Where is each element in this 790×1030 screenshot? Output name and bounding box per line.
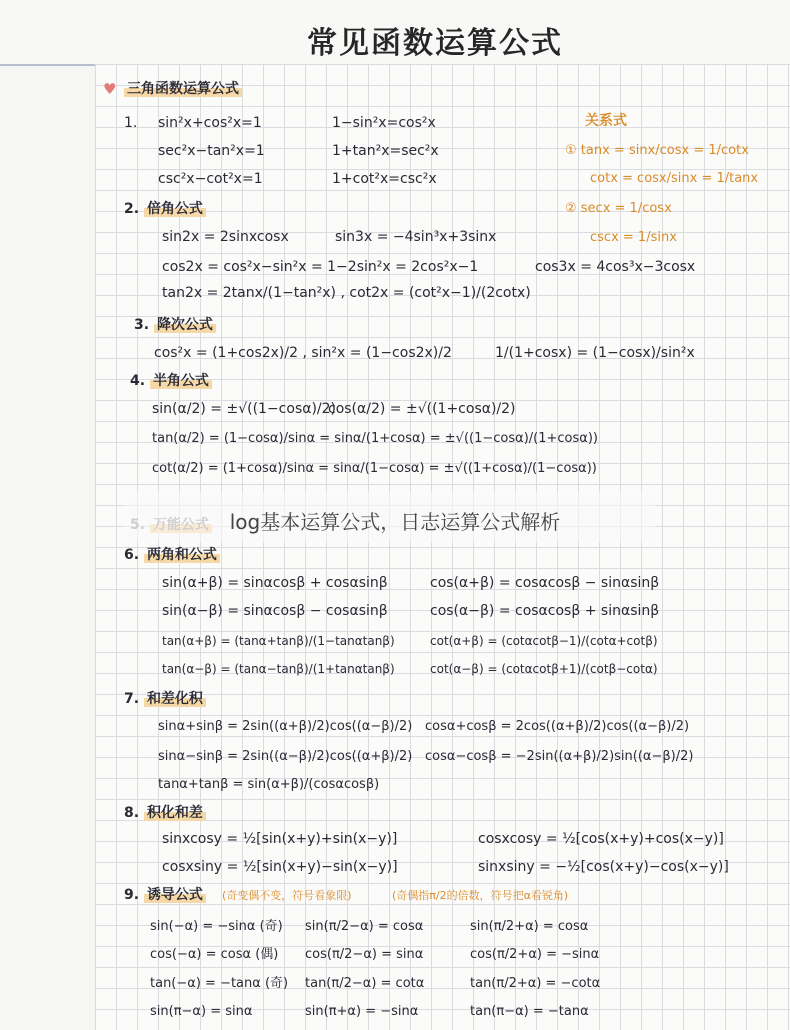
formula: sin(π/2+α) = cosα <box>470 919 589 934</box>
formula: cosα−cosβ = −2sin((α+β)/2)sin((α−β)/2) <box>425 749 694 764</box>
formula: sin(π/2−α) = cosα <box>305 919 424 934</box>
section-heading: 9. 诱导公式 <box>124 886 206 904</box>
formula: cos2x = cos²x−sin²x = 1−2sin²x = 2cos²x−1 <box>162 259 479 275</box>
formula: 1+tan²x=sec²x <box>332 143 439 159</box>
formula: tan(π/2+α) = −cotα <box>470 976 601 991</box>
page-title: 常见函数运算公式 <box>307 26 563 61</box>
formula: cot(α/2) = (1+cosα)/sinα = sinα/(1−cosα) = ±√((1+cosα)/(1−cosα)) <box>152 461 597 476</box>
side-note: ② secx = 1/cosx <box>565 201 672 216</box>
formula: cot(α−β) = (cotαcotβ+1)/(cotβ−cotα) <box>430 662 658 676</box>
formula: sin(α+β) = sinαcosβ + cosαsinβ <box>162 575 388 591</box>
section-heading: 3. 降次公式 <box>134 316 216 334</box>
formula: tan(π−α) = −tanα <box>470 1004 589 1019</box>
formula: sin(π−α) = sinα <box>150 1004 253 1019</box>
side-note: ① tanx = sinx/cosx = 1/cotx <box>565 143 749 158</box>
overlay-caption: log基本运算公式，日志运算公式解析 <box>229 510 561 534</box>
formula: sec²x−tan²x=1 <box>158 143 265 159</box>
formula: 1/(1+cosx) = (1−cosx)/sin²x <box>495 345 695 361</box>
formula: sinα−sinβ = 2sin((α−β)/2)cos((α+β)/2) <box>158 749 413 764</box>
formula: cos²x = (1+cos2x)/2 , sin²x = (1−cos2x)/2 <box>154 345 452 361</box>
formula: cos(−α) = cosα (偶) <box>150 947 279 962</box>
formula: cos3x = 4cos³x−3cosx <box>535 259 696 275</box>
formula: cos(α/2) = ±√((1+cosα)/2) <box>328 401 516 417</box>
formula: cos(α−β) = cosαcosβ + sinαsinβ <box>430 603 660 619</box>
side-note: cotx = cosx/sinx = 1/tanx <box>590 171 759 186</box>
section-number: 1. <box>124 115 138 131</box>
formula: tan(α−β) = (tanα−tanβ)/(1+tanαtanβ) <box>162 662 395 676</box>
formula: tan(−α) = −tanα (奇) <box>150 976 289 991</box>
formula: tan2x = 2tanx/(1−tan²x) , cot2x = (cot²x−1)/(2cotx) <box>162 285 531 301</box>
formula: cosxsiny = ½[sin(x+y)−sin(x−y)] <box>162 859 398 875</box>
formula: sin(−α) = −sinα (奇) <box>150 919 283 934</box>
side-note-title: 关系式 <box>585 113 627 129</box>
formula: 1−sin²x=cos²x <box>332 115 436 131</box>
formula: cos(π/2−α) = sinα <box>305 947 424 962</box>
formula: tan(α/2) = (1−cosα)/sinα = sinα/(1+cosα) = ±√((1−cosα)/(1+cosα)) <box>152 431 598 446</box>
formula: sin(α−β) = sinαcosβ − cosαsinβ <box>162 603 388 619</box>
formula: tan(π/2−α) = cotα <box>305 976 425 991</box>
section-heading: 三角函数运算公式 <box>124 80 242 98</box>
formula: cosxcosy = ½[cos(x+y)+cos(x−y)] <box>478 831 724 847</box>
formula: sinxcosy = ½[sin(x+y)+sin(x−y)] <box>162 831 398 847</box>
formula: sin2x = 2sinxcosx <box>162 229 289 245</box>
formula: tan(α+β) = (tanα+tanβ)/(1−tanαtanβ) <box>162 634 395 648</box>
formula: sin²x+cos²x=1 <box>158 115 262 131</box>
formula: sinα+sinβ = 2sin((α+β)/2)cos((α−β)/2) <box>158 719 413 734</box>
formula: cot(α+β) = (cotαcotβ−1)/(cotα+cotβ) <box>430 634 658 648</box>
formula: 1+cot²x=csc²x <box>332 171 437 187</box>
note: (奇偶指π/2的倍数，符号把α看锐角) <box>392 889 569 902</box>
section-heading: 6. 两角和公式 <box>124 546 220 564</box>
section-heading: 2. 倍角公式 <box>124 200 206 218</box>
section-heading: 4. 半角公式 <box>130 372 212 390</box>
formula: cos(π/2+α) = −sinα <box>470 947 600 962</box>
formula: cos(α+β) = cosαcosβ − sinαsinβ <box>430 575 660 591</box>
section-heading: 7. 和差化积 <box>124 690 206 708</box>
formula: tanα+tanβ = sin(α+β)/(cosαcosβ) <box>158 777 380 792</box>
formula: sin(α/2) = ±√((1−cosα)/2) <box>152 401 337 417</box>
formula: sinxsiny = −½[cos(x+y)−cos(x−y)] <box>478 859 729 875</box>
formula: sin(π+α) = −sinα <box>305 1004 419 1019</box>
side-note: cscx = 1/sinx <box>590 230 677 245</box>
section-heading: 8. 积化和差 <box>124 804 206 822</box>
note: (奇变偶不变，符号看象限) <box>222 889 352 902</box>
formula: cosα+cosβ = 2cos((α+β)/2)cos((α−β)/2) <box>425 719 690 734</box>
formula: sin3x = −4sin³x+3sinx <box>335 229 497 245</box>
formula: csc²x−cot²x=1 <box>158 171 263 187</box>
heart-icon: ♥ <box>103 80 117 98</box>
